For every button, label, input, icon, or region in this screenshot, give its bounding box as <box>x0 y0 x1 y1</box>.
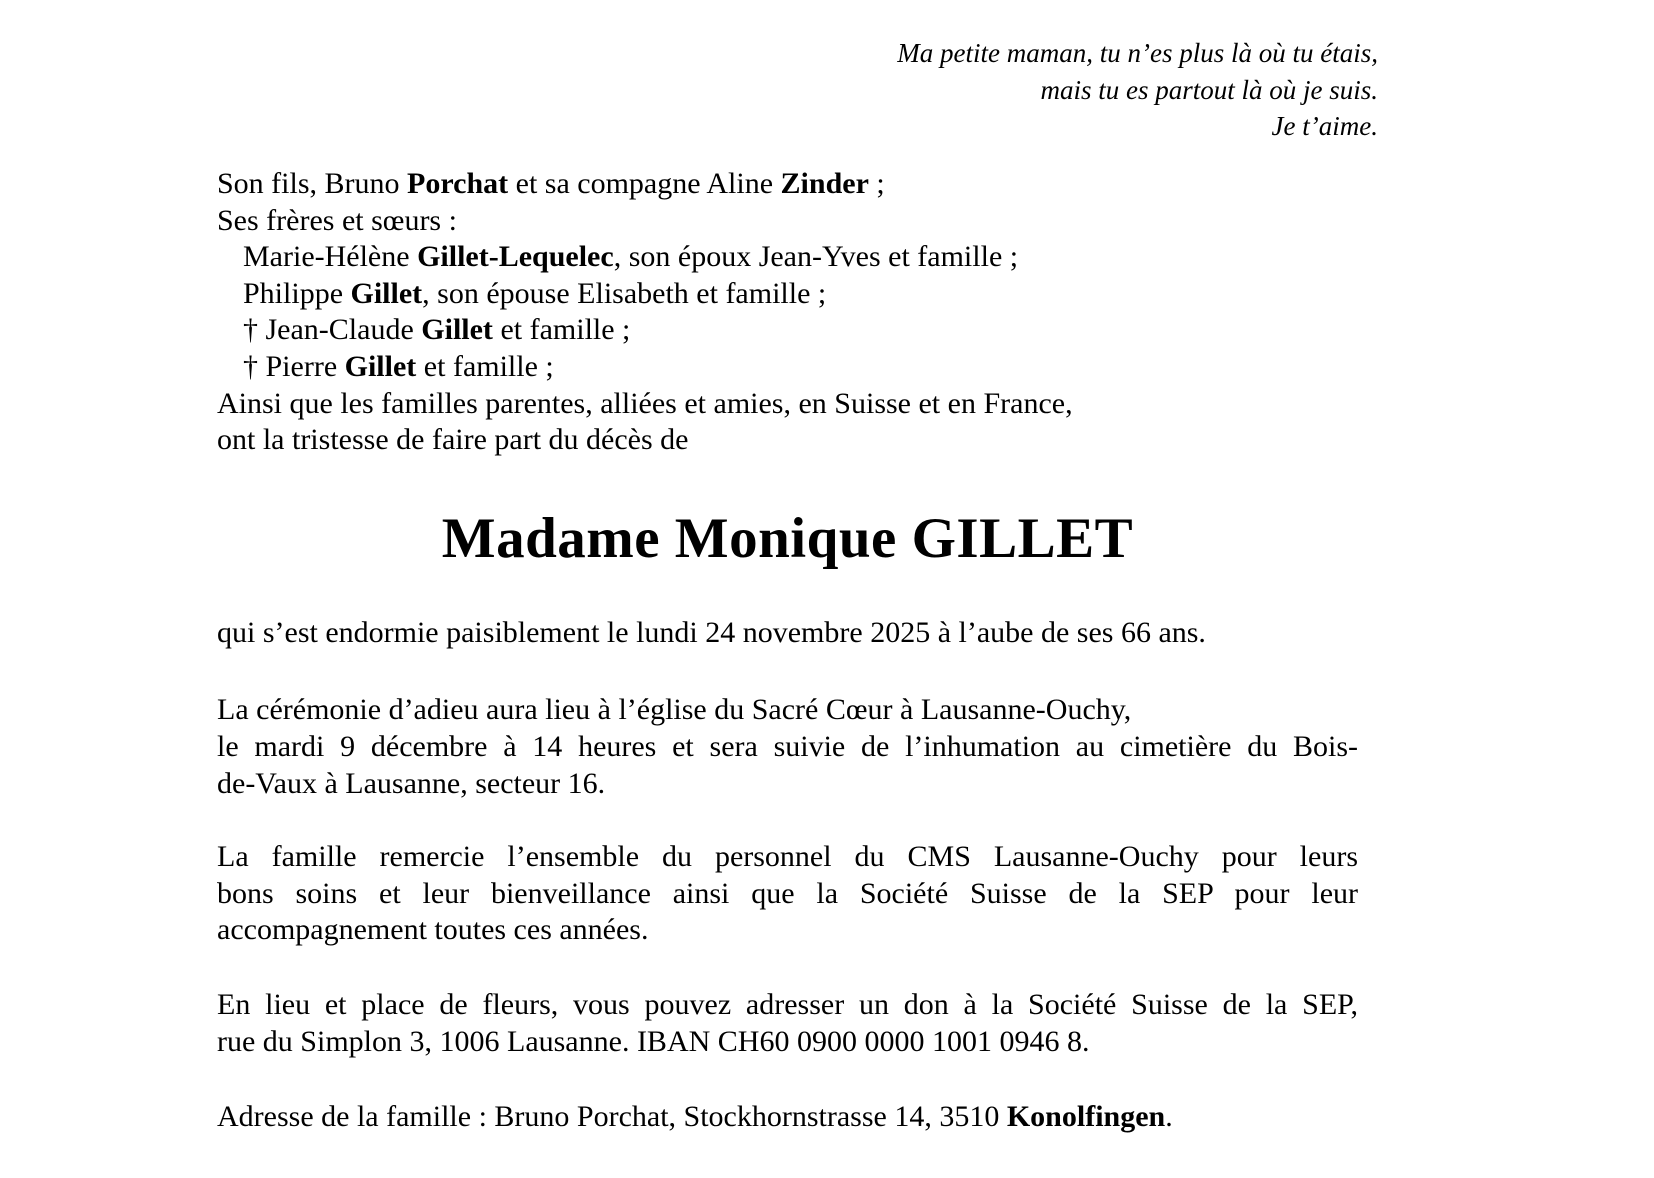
bold-name-text: Gillet-Lequelec <box>417 240 614 274</box>
thanks-paragraph <box>217 839 1358 949</box>
ceremony-paragraph <box>217 692 1358 802</box>
text-segment: ont la tristesse de faire part du décès de <box>217 423 689 457</box>
text-line <box>217 276 1358 313</box>
text-line <box>217 349 1358 386</box>
text-line <box>217 422 1358 459</box>
text-line <box>217 912 1358 949</box>
text-segment: Je t’aime. <box>1271 111 1378 142</box>
text-segment: Son fils, Bruno <box>217 167 408 200</box>
text-segment: bons soins et leur bienveillance ainsi que la Société Suisse de la SEP pour leur <box>217 876 1358 910</box>
document-body <box>217 166 1358 1136</box>
text-segment: Adresse de la famille : Bruno Porchat, Stockhornstrasse 14, 3510 <box>217 1100 1007 1134</box>
family-list <box>217 166 1358 459</box>
text-line <box>217 203 1358 240</box>
text-segment: mais tu es partout là où je suis. <box>1040 74 1378 105</box>
text-segment: et sa compagne Aline <box>508 167 781 200</box>
text-segment: et famille ; <box>492 313 631 347</box>
text-line <box>217 239 1358 276</box>
family-address-paragraph <box>217 1099 1358 1136</box>
text-line <box>217 876 1358 913</box>
text-line <box>217 1099 1358 1136</box>
bold-name-text: Gillet <box>344 349 417 383</box>
text-segment: La famille remercie l’ensemble du personnel du CMS Lausanne-Ouchy pour leurs <box>217 840 1358 874</box>
text-line <box>217 729 1358 766</box>
text-line <box>217 839 1358 876</box>
epigraph-quote <box>897 38 1378 148</box>
text-segment: rue du Simplon 3, 1006 Lausanne. IBAN CH60 0900 0000 1001 0946 8. <box>217 1024 1090 1058</box>
text-segment: qui s’est endormie paisiblement le lundi 24 novembre 2025 à l’aube de ses 66 ans. <box>217 615 1206 649</box>
text-line <box>897 75 1378 112</box>
death-announcement-paragraph <box>217 615 1358 652</box>
text-segment: ; <box>868 167 885 200</box>
text-segment: , son époux Jean-Yves et famille ; <box>613 240 1019 274</box>
text-line <box>897 111 1378 148</box>
deceased-name-title: Madame Monique GILLET <box>441 506 1134 570</box>
text-line <box>217 1024 1358 1061</box>
text-segment: En lieu et place de fleurs, vous pouvez adresser un don à la Société Suisse de la SEP, <box>217 987 1358 1021</box>
text-segment: et famille ; <box>416 349 554 383</box>
text-line <box>897 38 1378 75</box>
text-line <box>217 987 1358 1024</box>
text-segment: Marie-Hélène <box>243 240 418 274</box>
text-segment: le mardi 9 décembre à 14 heures et sera suivie de l’inhumation au cimetière du Bois- <box>217 729 1358 763</box>
text-line <box>217 766 1358 803</box>
text-segment: † Jean-Claude <box>243 313 422 347</box>
text-segment: de-Vaux à Lausanne, secteur 16. <box>217 766 606 800</box>
text-line <box>217 692 1358 729</box>
bold-name-text: Zinder <box>780 167 869 200</box>
text-line <box>217 312 1358 349</box>
text-segment: La cérémonie d’adieu aura lieu à l’église du Sacré Cœur à Lausanne-Ouchy, <box>217 693 1132 727</box>
text-segment: accompagnement toutes ces années. <box>217 913 649 947</box>
text-line <box>217 615 1358 652</box>
text-line <box>217 166 1358 203</box>
donation-paragraph <box>217 987 1358 1060</box>
bold-name-text: Gillet <box>350 276 423 310</box>
text-segment: . <box>1165 1100 1173 1134</box>
text-segment: Philippe <box>243 276 351 310</box>
text-segment: † Pierre <box>243 349 345 383</box>
bold-name-text: Porchat <box>407 167 509 200</box>
text-segment: , son épouse Elisabeth et famille ; <box>422 276 827 310</box>
text-segment: Ainsi que les familles parentes, alliées et amies, en Suisse et en France, <box>217 386 1073 420</box>
bold-name-text: Konolfingen <box>1006 1100 1166 1134</box>
bold-name-text: Gillet <box>421 313 493 347</box>
text-segment: Ma petite maman, tu n’es plus là où tu étais, <box>897 38 1378 68</box>
text-segment: Ses frères et sœurs : <box>217 203 457 237</box>
text-line <box>217 386 1358 423</box>
